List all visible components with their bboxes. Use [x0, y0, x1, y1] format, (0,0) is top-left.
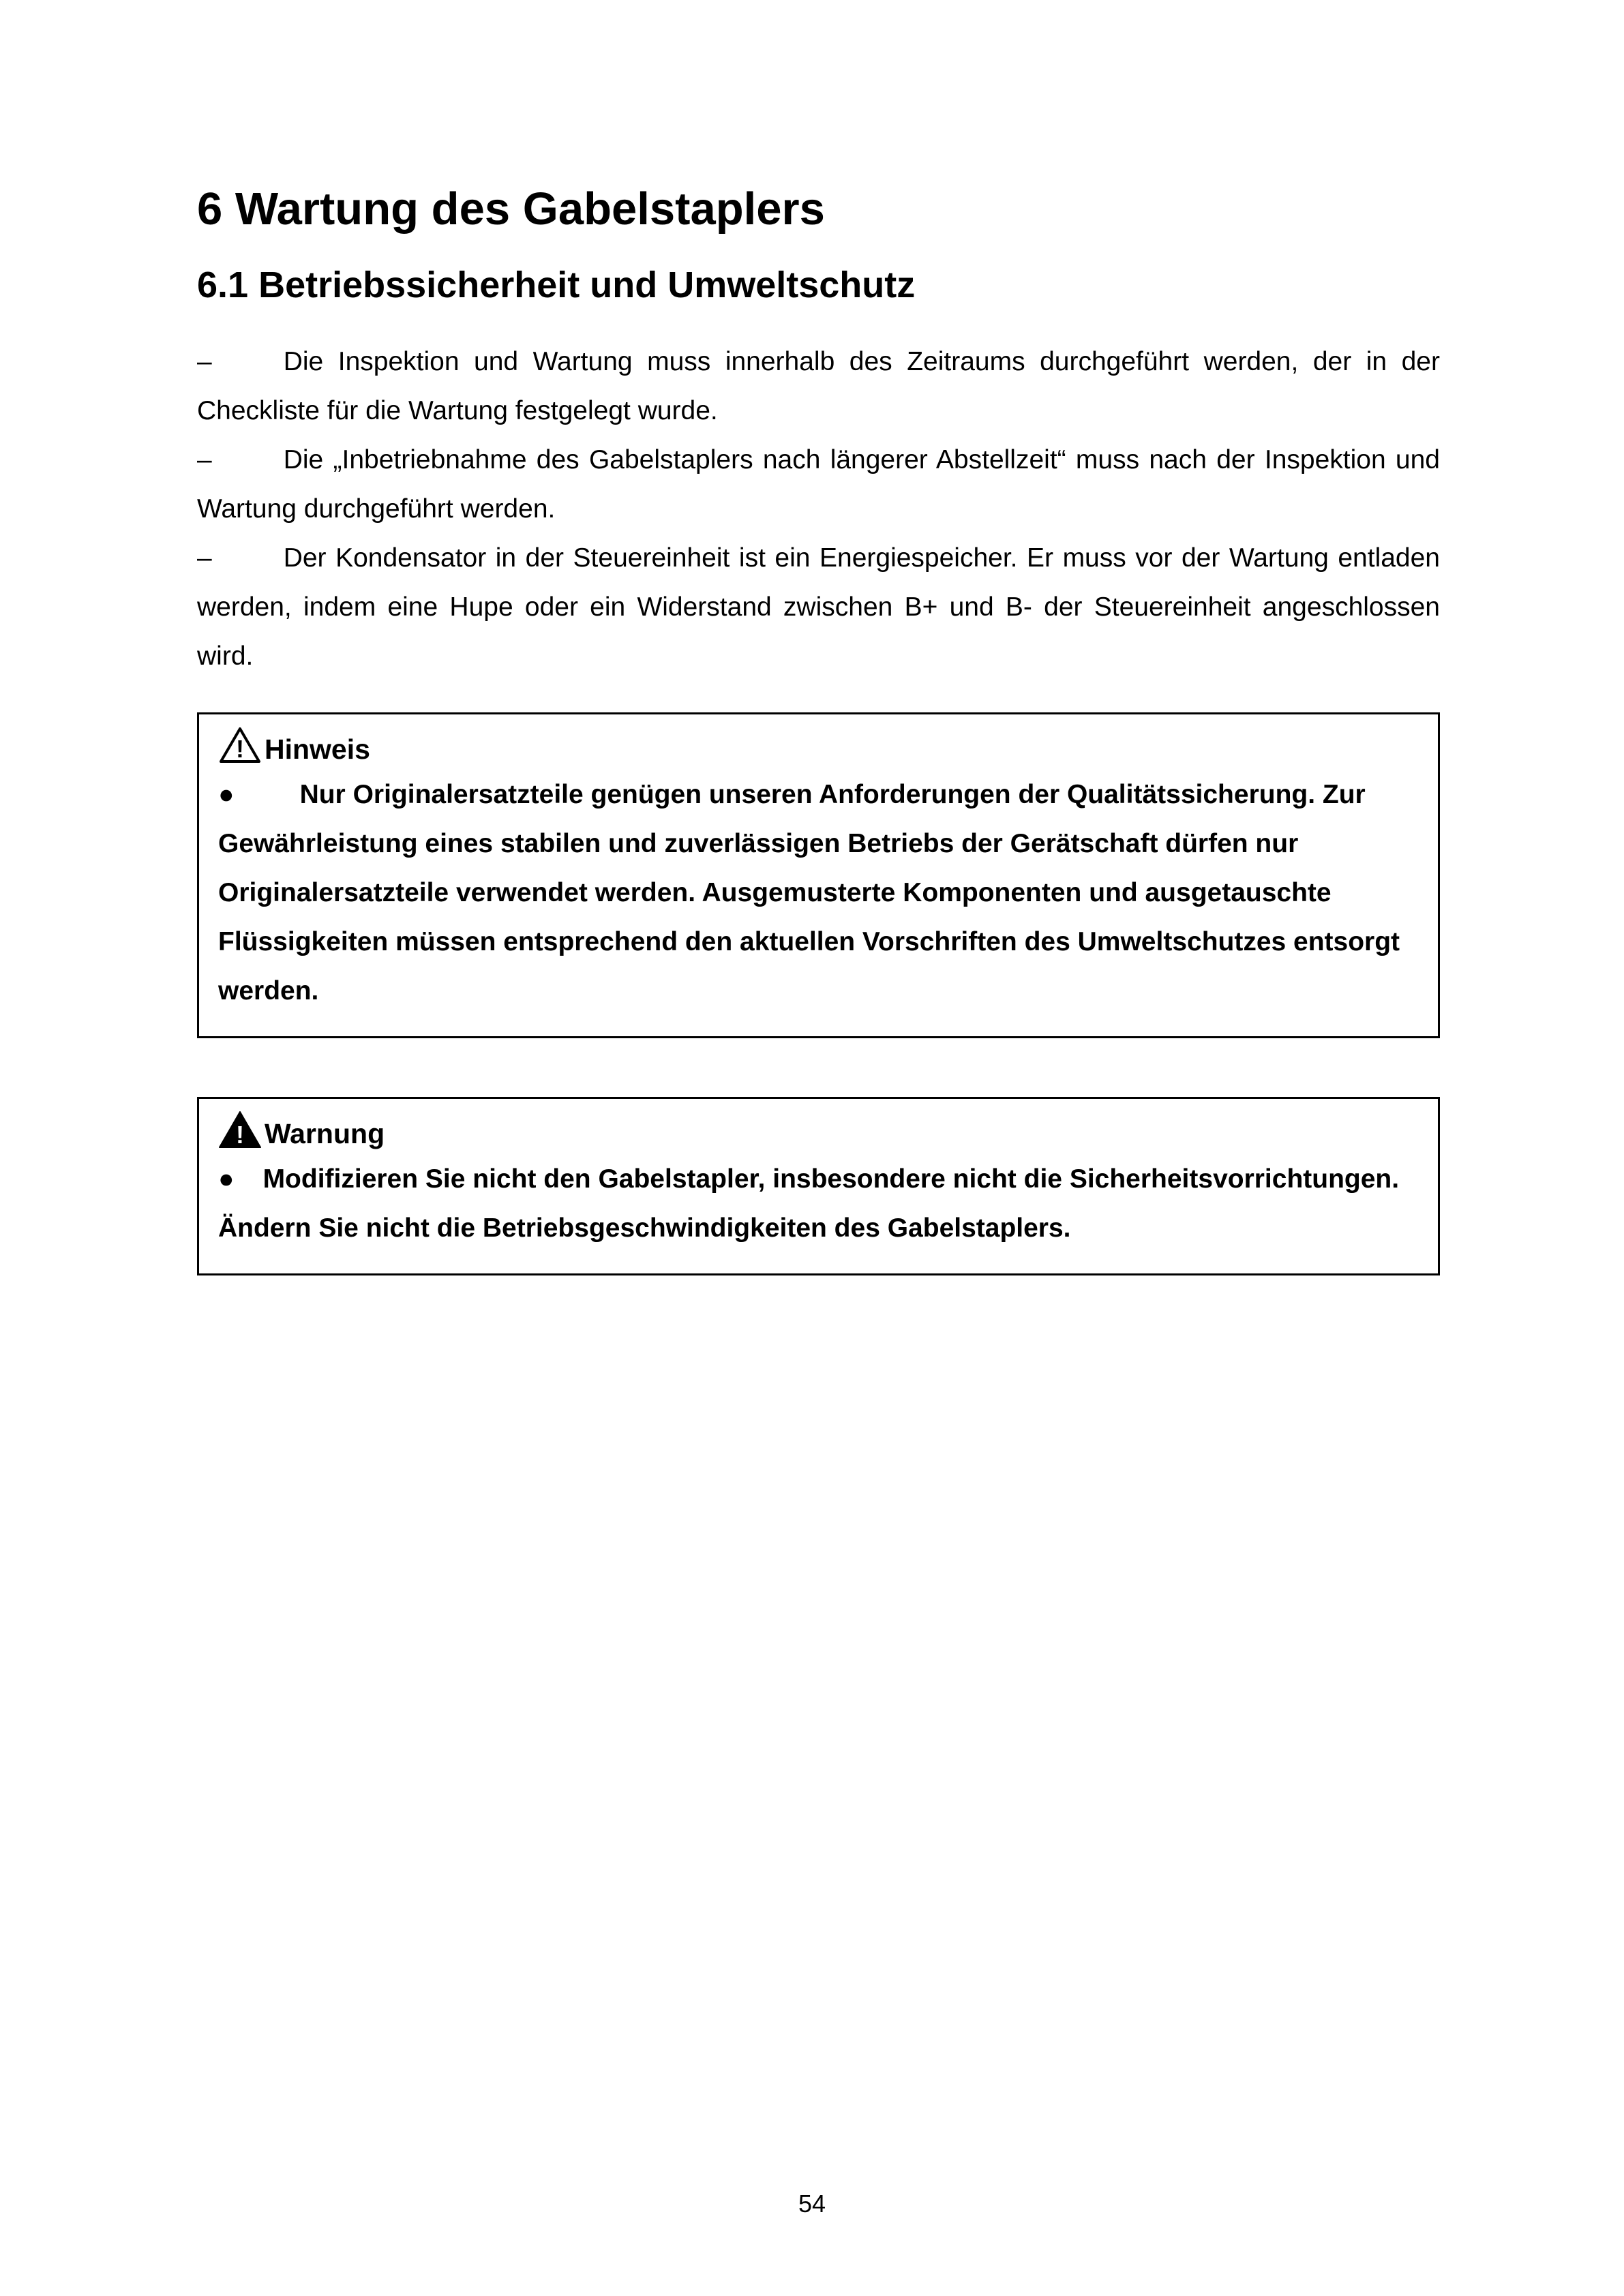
- dash-marker: –: [197, 347, 212, 377]
- note-box-title: Hinweis: [265, 734, 370, 766]
- paragraph-text: Der Kondensator in der Steuereinheit ist ein Energiespeicher. Er muss vor der Wartung entladen werden, indem eine Hupe oder ein Widerstand zwischen B+ und B- der Steuereinheit angeschlossen wird.: [197, 543, 1440, 671]
- dash-marker: –: [197, 543, 212, 573]
- paragraph-text: Die Inspektion und Wartung muss innerhalb des Zeitraums durchgeführt werden, der in der Checkliste für die Wartung festgelegt wurde.: [197, 347, 1440, 426]
- note-box: [197, 712, 1440, 1038]
- warning-box-text: [218, 1155, 1417, 1253]
- warning-box-title: Warnung: [265, 1118, 385, 1150]
- note-box-header: [218, 725, 1417, 765]
- warning-box-header: [218, 1110, 1417, 1149]
- warning-box: [197, 1097, 1440, 1275]
- paragraph-text: Die „Inbetriebnahme des Gabelstaplers nach längerer Abstellzeit“ muss nach der Inspektion und Wartung durchgeführt werden.: [197, 445, 1440, 524]
- warning-triangle-outline-icon: [218, 725, 262, 765]
- warning-triangle-filled-icon: [218, 1110, 262, 1149]
- section-title: 6.1 Betriebssicherheit und Umweltschutz: [197, 265, 916, 306]
- paragraph: [197, 534, 1440, 681]
- page-number: 54: [798, 2190, 826, 2218]
- paragraph: [197, 337, 1440, 436]
- dash-marker: –: [197, 445, 212, 475]
- svg-text:!: !: [236, 735, 244, 764]
- svg-text:!: !: [236, 1121, 244, 1149]
- bullet-marker: ●: [218, 1164, 235, 1194]
- page-title: 6 Wartung des Gabelstaplers: [197, 183, 825, 235]
- bullet-marker: ●: [218, 780, 235, 810]
- warning-text: Modifizieren Sie nicht den Gabelstapler, insbesondere nicht die Sicherheitsvorrichtungen. Ändern Sie nicht die Betriebsgeschwindigkeiten des Gabelstaplers.: [218, 1164, 1400, 1243]
- page-content: [197, 183, 1440, 1275]
- paragraph: [197, 436, 1440, 534]
- note-box-text: [218, 770, 1417, 1016]
- note-text: Nur Originalersatzteile genügen unseren Anforderungen der Qualitätssicherung. Zur Gewährleistung eines stabilen und zuverlässigen Betriebs der Gerätschaft dürfen nur Originalersatzteile verwendet werden. Ausgemusterte Komponenten und ausgetauschte Flüssigkeiten müssen entsprechend den aktuellen Vorschriften des Umweltschutzes entsorgt werden.: [218, 780, 1400, 1006]
